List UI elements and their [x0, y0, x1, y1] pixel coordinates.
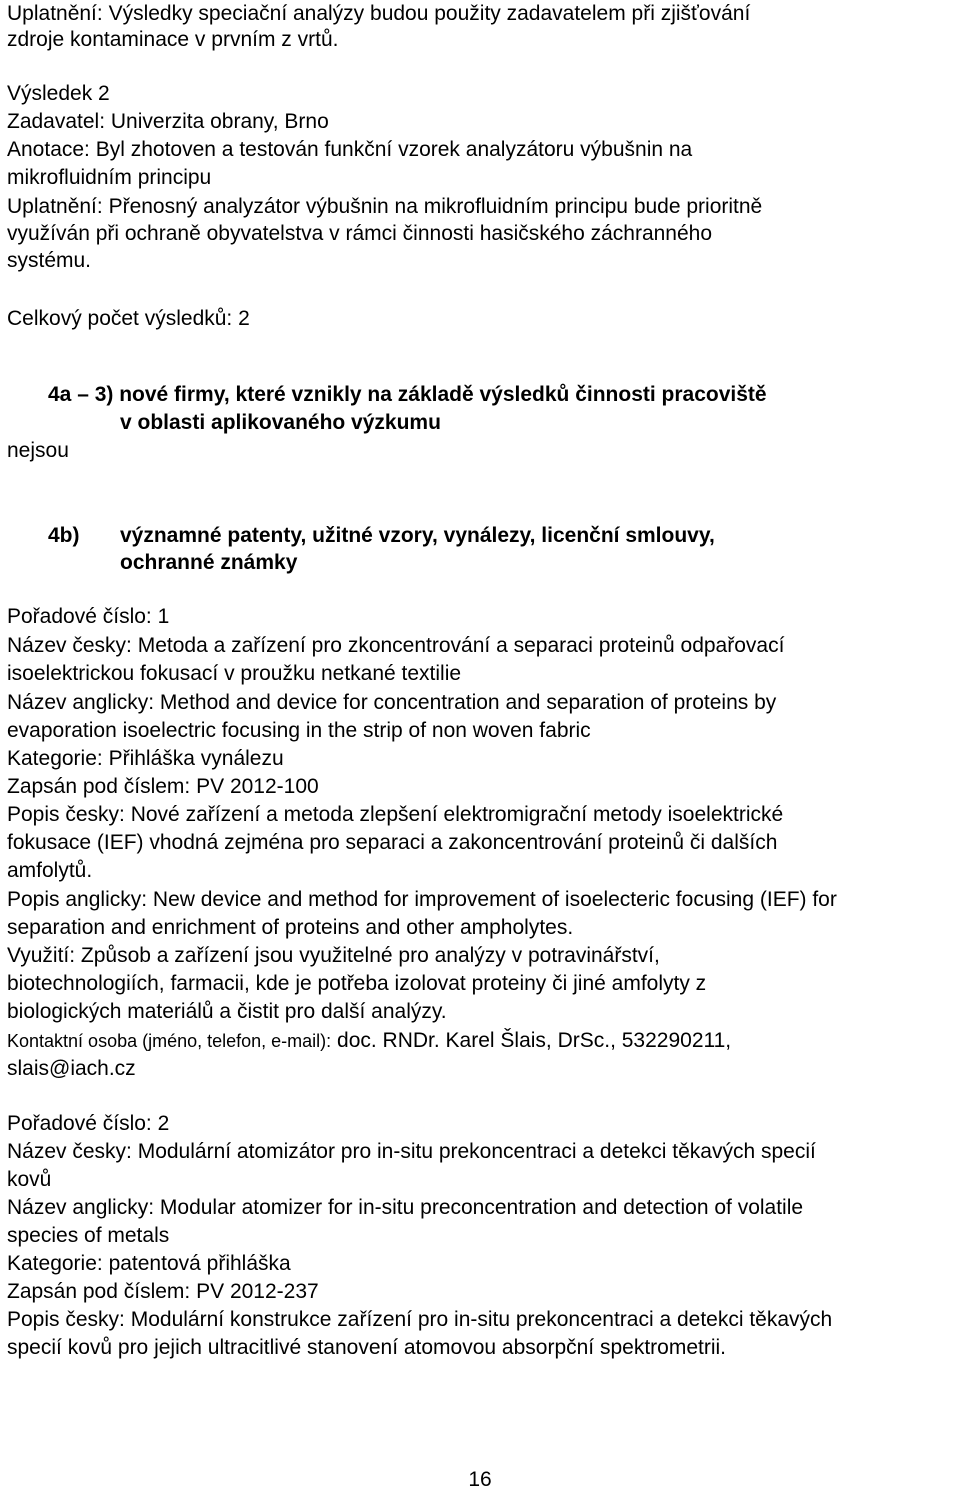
result-uplatneni: systému. — [7, 249, 92, 272]
total-count: Celkový počet výsledků: 2 — [7, 307, 250, 330]
item-1-nazev-cz: isoelektrickou fokusací v proužku netkané textilie — [7, 662, 462, 685]
item-1-kontakt — [7, 1027, 731, 1055]
item-1-kategorie: Kategorie: Přihláška vynálezu — [7, 747, 284, 770]
result-heading: Výsledek 2 — [7, 82, 110, 105]
item-1-nazev-en: evaporation isoelectric focusing in the strip of non woven fabric — [7, 719, 591, 742]
item-1-kontakt-value: doc. RNDr. Karel Šlais, DrSc., 532290211, — [337, 1029, 732, 1052]
intro-line: Uplatnění: Výsledky speciační analýzy budou použity zadavatelem při zjišťování — [7, 2, 751, 25]
result-uplatneni: využíván při ochraně obyvatelstva v rámci činnosti hasičského záchranného — [7, 222, 713, 245]
section-4a-heading: 4a – 3) nové firmy, které vznikly na základě výsledků činnosti pracoviště — [48, 383, 767, 406]
item-1-kontakt-email: slais@iach.cz — [7, 1057, 136, 1080]
item-2-nazev-cz: Název česky: Modulární atomizátor pro in-situ prekoncentraci a detekci těkavých specií — [7, 1140, 816, 1163]
item-2-nazev-en: species of metals — [7, 1224, 170, 1247]
item-1-vyuziti: biotechnologiích, farmacii, kde je potřeba izolovat proteiny či jiné amfolyty z — [7, 972, 707, 995]
item-1-popis-en: Popis anglicky: New device and method for improvement of isoelecteric focusing (IEF) for — [7, 888, 837, 911]
item-1-popis-cz: Popis česky: Nové zařízení a metoda zlepšení elektromigrační metody isoelektrické — [7, 803, 784, 826]
section-4b-label: 4b) — [48, 524, 80, 547]
item-1-vyuziti: biologických materiálů a čistit pro další analýzy. — [7, 1000, 447, 1023]
intro-line: zdroje kontaminace v prvním z vrtů. — [7, 28, 339, 51]
item-2-popis-cz: specií kovů pro jejich ultracitlivé stanovení atomovou absorpční spektrometrii. — [7, 1336, 727, 1359]
section-4b-heading: významné patenty, užitné vzory, vynálezy, licenční smlouvy, — [120, 524, 715, 547]
result-anotace: mikrofluidním principu — [7, 166, 212, 189]
item-1-vyuziti: Využití: Způsob a zařízení jsou využitelné pro analýzy v potravinářství, — [7, 944, 660, 967]
item-1-popis-en: separation and enrichment of proteins and other ampholytes. — [7, 916, 574, 939]
section-4b-heading: ochranné známky — [120, 551, 298, 574]
item-2-nazev-cz: kovů — [7, 1168, 52, 1191]
item-1-zapsan: Zapsán pod číslem: PV 2012-100 — [7, 775, 319, 798]
item-2-kategorie: Kategorie: patentová přihláška — [7, 1252, 291, 1275]
item-1-nazev-cz: Název česky: Metoda a zařízení pro zkoncentrování a separaci proteinů odpařovací — [7, 634, 785, 657]
result-zadavatel: Zadavatel: Univerzita obrany, Brno — [7, 110, 329, 133]
item-2-popis-cz: Popis česky: Modulární konstrukce zařízení pro in-situ prekoncentraci a detekci těkavých — [7, 1308, 833, 1331]
section-4a-value: nejsou — [7, 439, 69, 462]
item-1-poradi: Pořadové číslo: 1 — [7, 605, 170, 628]
item-1-popis-cz: fokusace (IEF) vhodná zejména pro separaci a zakoncentrování proteinů či dalších — [7, 831, 778, 854]
result-uplatneni: Uplatnění: Přenosný analyzátor výbušnin na mikrofluidním principu bude prioritně — [7, 195, 763, 218]
result-anotace: Anotace: Byl zhotoven a testován funkční vzorek analyzátoru výbušnin na — [7, 138, 693, 161]
page-number: 16 — [468, 1468, 492, 1491]
item-1-nazev-en: Název anglicky: Method and device for concentration and separation of proteins by — [7, 691, 777, 714]
item-1-popis-cz: amfolytů. — [7, 859, 93, 882]
item-2-poradi: Pořadové číslo: 2 — [7, 1112, 170, 1135]
item-2-nazev-en: Název anglicky: Modular atomizer for in-situ preconcentration and detection of volatile — [7, 1196, 804, 1219]
section-4a-heading: v oblasti aplikovaného výzkumu — [120, 411, 441, 434]
item-1-kontakt-label: Kontaktní osoba (jméno, telefon, e-mail): — [7, 1031, 332, 1051]
item-2-zapsan: Zapsán pod číslem: PV 2012-237 — [7, 1280, 319, 1303]
